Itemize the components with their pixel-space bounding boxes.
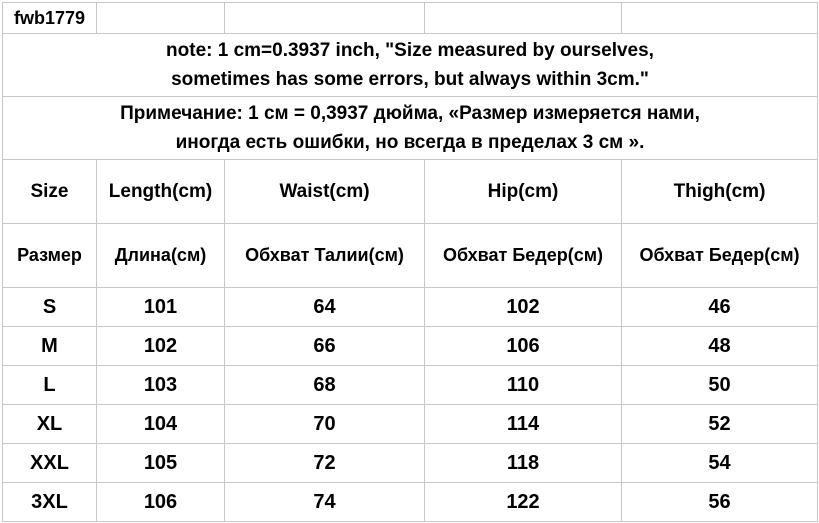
cell-hip: 114 xyxy=(425,405,622,444)
cell-thigh: 54 xyxy=(622,444,818,483)
cell-waist: 64 xyxy=(225,288,425,327)
cell-hip: 118 xyxy=(425,444,622,483)
cell-hip: 102 xyxy=(425,288,622,327)
cell-waist: 72 xyxy=(225,444,425,483)
header-size-ru: Размер xyxy=(3,224,97,288)
note-en-row xyxy=(3,34,818,97)
cell-thigh: 52 xyxy=(622,405,818,444)
cell-thigh: 46 xyxy=(622,288,818,327)
code-row xyxy=(3,3,818,34)
cell-hip: 110 xyxy=(425,366,622,405)
cell-size: 3XL xyxy=(3,483,97,522)
table-row xyxy=(3,483,818,522)
header-thigh-ru: Обхват Бедер(см) xyxy=(622,224,818,288)
note-ru-row xyxy=(3,97,818,160)
header-thigh: Thigh(cm) xyxy=(622,160,818,224)
product-code: fwb1779 xyxy=(3,3,97,34)
header-waist-ru: Обхват Талии(см) xyxy=(225,224,425,288)
cell-thigh: 56 xyxy=(622,483,818,522)
cell-waist: 70 xyxy=(225,405,425,444)
cell-size: XL xyxy=(3,405,97,444)
header-row-ru xyxy=(3,224,818,288)
cell-waist: 68 xyxy=(225,366,425,405)
note-en xyxy=(3,34,818,97)
cell-waist: 74 xyxy=(225,483,425,522)
header-hip: Hip(cm) xyxy=(425,160,622,224)
cell-length: 106 xyxy=(97,483,225,522)
cell-hip: 106 xyxy=(425,327,622,366)
table-row xyxy=(3,327,818,366)
cell-length: 101 xyxy=(97,288,225,327)
note-ru-line1: Примечание: 1 см = 0,3937 дюйма, «Размер измеряется нами, xyxy=(120,103,700,124)
cell-length: 104 xyxy=(97,405,225,444)
table-row xyxy=(3,288,818,327)
empty-cell xyxy=(622,3,818,34)
cell-size: L xyxy=(3,366,97,405)
note-ru-line2: иногда есть ошибки, но всегда в пределах 3 см ». xyxy=(175,132,645,153)
header-row-en xyxy=(3,160,818,224)
table-row xyxy=(3,366,818,405)
empty-cell xyxy=(225,3,425,34)
note-en-line2: sometimes has some errors, but always within 3cm." xyxy=(171,69,649,90)
empty-cell xyxy=(97,3,225,34)
cell-thigh: 48 xyxy=(622,327,818,366)
cell-size: M xyxy=(3,327,97,366)
cell-hip: 122 xyxy=(425,483,622,522)
cell-waist: 66 xyxy=(225,327,425,366)
size-chart-table xyxy=(2,2,818,522)
empty-cell xyxy=(425,3,622,34)
cell-thigh: 50 xyxy=(622,366,818,405)
cell-length: 103 xyxy=(97,366,225,405)
header-waist: Waist(cm) xyxy=(225,160,425,224)
header-length-ru: Длина(см) xyxy=(97,224,225,288)
cell-length: 102 xyxy=(97,327,225,366)
cell-size: S xyxy=(3,288,97,327)
table-row xyxy=(3,444,818,483)
header-length: Length(cm) xyxy=(97,160,225,224)
note-ru xyxy=(3,97,818,160)
header-size: Size xyxy=(3,160,97,224)
header-hip-ru: Обхват Бедер(см) xyxy=(425,224,622,288)
cell-length: 105 xyxy=(97,444,225,483)
cell-size: XXL xyxy=(3,444,97,483)
note-en-line1: note: 1 cm=0.3937 inch, "Size measured by ourselves, xyxy=(166,40,654,61)
table-row xyxy=(3,405,818,444)
